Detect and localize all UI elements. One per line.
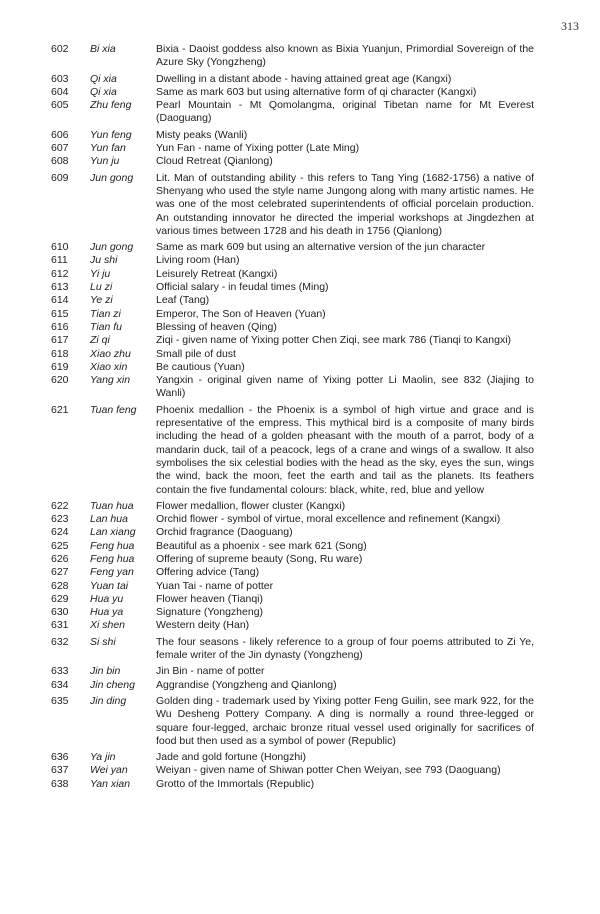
mark-number: 623 bbox=[51, 513, 69, 526]
romanization: Jin cheng bbox=[90, 678, 135, 691]
description: Golden ding - trademark used by Yixing potter Feng Guilin, see mark 922, for the Wu Desheng Pottery Company. A ding is normally a round three-legged or square four-legged, archaic bronze ritual vessel used originally for sacrifices of food but then used as a symbol of power (Republic) bbox=[156, 694, 534, 747]
mark-number: 620 bbox=[51, 374, 69, 387]
mark-number: 624 bbox=[51, 526, 69, 539]
entry-row bbox=[46, 294, 534, 307]
entry-row bbox=[46, 142, 534, 155]
entry-row bbox=[46, 593, 534, 606]
description: Western deity (Han) bbox=[156, 619, 250, 632]
entry-row bbox=[46, 540, 534, 553]
entry-row bbox=[46, 99, 534, 126]
romanization: Lu zi bbox=[90, 281, 113, 294]
romanization: Xi shen bbox=[90, 619, 126, 632]
entry-row bbox=[46, 308, 534, 321]
mark-number: 618 bbox=[51, 347, 69, 360]
romanization: Feng yan bbox=[90, 566, 134, 579]
description: Offering advice (Tang) bbox=[156, 566, 260, 579]
description: Yuan Tai - name of potter bbox=[156, 579, 274, 592]
mark-number: 604 bbox=[51, 85, 69, 98]
description: Jin Bin - name of potter bbox=[156, 665, 265, 678]
romanization: Tian fu bbox=[90, 320, 123, 333]
mark-number: 636 bbox=[51, 751, 69, 764]
entry-row bbox=[46, 172, 534, 238]
entry-row bbox=[46, 404, 534, 497]
mark-number: 615 bbox=[51, 307, 69, 320]
description: Lit. Man of outstanding ability - this refers to Tang Ying (1682-1756) a native of Shenyang who used the style name Jungong along with many artistic names. He was one of the most celebrated superintendents of official porcelain production. An outstanding innovator he directed the imperial workshops at Jingdezhen at various times between 1728 and his death in 1756 (Qianlong) bbox=[156, 171, 534, 237]
description: Leaf (Tang) bbox=[156, 294, 210, 307]
romanization: Yun fan bbox=[90, 142, 126, 155]
romanization: Jun gong bbox=[90, 171, 134, 184]
entry-row bbox=[46, 129, 534, 142]
mark-number: 621 bbox=[51, 403, 69, 416]
romanization: Lan xiang bbox=[90, 526, 136, 539]
romanization: Jin bin bbox=[90, 665, 121, 678]
entry-row bbox=[46, 254, 534, 267]
romanization: Ju shi bbox=[90, 254, 118, 267]
romanization: Zi qi bbox=[90, 334, 110, 347]
romanization: Jin ding bbox=[90, 694, 127, 707]
entry-row bbox=[46, 281, 534, 294]
entry-row bbox=[46, 679, 534, 692]
romanization: Tuan hua bbox=[90, 499, 134, 512]
romanization: Lan hua bbox=[90, 513, 128, 526]
romanization: Jun gong bbox=[90, 241, 134, 254]
entry-row bbox=[46, 155, 534, 168]
entry-row bbox=[46, 43, 534, 70]
mark-number: 610 bbox=[51, 241, 69, 254]
entry-row bbox=[46, 334, 534, 347]
description: Official salary - in feudal times (Ming) bbox=[156, 281, 329, 294]
entry-row bbox=[46, 526, 534, 539]
description: Grotto of the Immortals (Republic) bbox=[156, 777, 315, 790]
description: The four seasons - likely reference to a group of four poems attributed to Zi Ye, female writer of the Jin dynasty (Yongzheng) bbox=[156, 635, 534, 662]
description: Weiyan - given name of Shiwan potter Chen Weiyan, see 793 (Daoguang) bbox=[156, 764, 501, 777]
romanization: Xiao zhu bbox=[90, 347, 131, 360]
romanization: Qi xia bbox=[90, 85, 117, 98]
description: Orchid fragrance (Daoguang) bbox=[156, 526, 293, 539]
mark-number: 627 bbox=[51, 566, 69, 579]
mark-number: 603 bbox=[51, 72, 69, 85]
description: Offering of supreme beauty (Song, Ru ware) bbox=[156, 552, 363, 565]
entry-row bbox=[46, 553, 534, 566]
mark-number: 622 bbox=[51, 499, 69, 512]
description: Living room (Han) bbox=[156, 254, 240, 267]
description: Yangxin - original given name of Yixing potter Li Maolin, see 832 (Jiajing to Wanli) bbox=[156, 374, 534, 400]
mark-number: 630 bbox=[51, 606, 69, 619]
mark-number: 628 bbox=[51, 579, 69, 592]
entry-row bbox=[46, 361, 534, 374]
entry-row bbox=[46, 619, 534, 632]
entry-row bbox=[46, 778, 534, 791]
description: Dwelling in a distant abode - having attained great age (Kangxi) bbox=[156, 72, 452, 85]
mark-number: 607 bbox=[51, 142, 69, 155]
mark-number: 637 bbox=[51, 764, 69, 777]
entry-list bbox=[46, 43, 534, 791]
romanization: Yi ju bbox=[90, 267, 111, 280]
description: Flower medallion, flower cluster (Kangxi) bbox=[156, 499, 346, 512]
mark-number: 602 bbox=[51, 43, 69, 55]
mark-number: 609 bbox=[51, 171, 69, 184]
mark-number: 632 bbox=[51, 635, 69, 648]
romanization: Yang xin bbox=[90, 374, 131, 387]
entry-row bbox=[46, 241, 534, 254]
description: Blessing of heaven (Qing) bbox=[156, 320, 277, 333]
entry-row bbox=[46, 268, 534, 281]
entry-row bbox=[46, 665, 534, 678]
mark-number: 617 bbox=[51, 334, 69, 347]
description: Jade and gold fortune (Hongzhi) bbox=[156, 751, 307, 764]
entry-row bbox=[46, 500, 534, 513]
mark-number: 625 bbox=[51, 539, 69, 552]
page-number: 313 bbox=[561, 19, 579, 33]
entry-row bbox=[46, 86, 534, 99]
romanization: Yun ju bbox=[90, 155, 120, 168]
entry-row bbox=[46, 751, 534, 764]
description: Aggrandise (Yongzheng and Qianlong) bbox=[156, 678, 337, 691]
romanization: Feng hua bbox=[90, 552, 135, 565]
romanization: Bi xia bbox=[90, 43, 116, 55]
description: Same as mark 609 but using an alternative version of the jun character bbox=[156, 241, 486, 254]
romanization: Feng hua bbox=[90, 539, 135, 552]
mark-number: 634 bbox=[51, 678, 69, 691]
romanization: Yun feng bbox=[90, 128, 132, 141]
description: Emperor, The Son of Heaven (Yuan) bbox=[156, 307, 326, 320]
romanization: Tuan feng bbox=[90, 403, 137, 416]
mark-number: 635 bbox=[51, 694, 69, 707]
description: Be cautious (Yuan) bbox=[156, 360, 245, 373]
description: Leisurely Retreat (Kangxi) bbox=[156, 267, 278, 280]
romanization: Yan xian bbox=[90, 777, 131, 790]
description: Cloud Retreat (Qianlong) bbox=[156, 155, 273, 168]
romanization: Ya jin bbox=[90, 751, 116, 764]
romanization: Zhu feng bbox=[90, 99, 132, 112]
romanization: Yuan tai bbox=[90, 579, 129, 592]
description: Yun Fan - name of Yixing potter (Late Ming) bbox=[156, 142, 360, 155]
description: Orchid flower - symbol of virtue, moral excellence and refinement (Kangxi) bbox=[156, 513, 501, 526]
description: Pearl Mountain - Mt Qomolangma, original Tibetan name for Mt Everest (Daoguang) bbox=[156, 99, 534, 125]
entry-row bbox=[46, 513, 534, 526]
mark-number: 631 bbox=[51, 619, 69, 632]
mark-number: 608 bbox=[51, 155, 69, 168]
description: Beautiful as a phoenix - see mark 621 (Song) bbox=[156, 539, 367, 552]
entry-row bbox=[46, 73, 534, 86]
description: Flower heaven (Tianqi) bbox=[156, 592, 263, 605]
description: Bixia - Daoist goddess also known as Bixia Yuanjun, Primordial Sovereign of the Azure Sky (Yongzheng) bbox=[156, 43, 534, 69]
mark-number: 612 bbox=[51, 267, 69, 280]
entry-row bbox=[46, 374, 534, 401]
romanization: Hua yu bbox=[90, 592, 124, 605]
description: Signature (Yongzheng) bbox=[156, 606, 264, 619]
romanization: Ye zi bbox=[90, 294, 113, 307]
entry-row bbox=[46, 321, 534, 334]
entry-row bbox=[46, 764, 534, 777]
entry-row bbox=[46, 580, 534, 593]
description: Small pile of dust bbox=[156, 347, 236, 360]
romanization: Xiao xin bbox=[90, 360, 128, 373]
entry-row bbox=[46, 636, 534, 663]
romanization: Hua ya bbox=[90, 606, 124, 619]
description: Misty peaks (Wanli) bbox=[156, 128, 248, 141]
mark-number: 605 bbox=[51, 99, 69, 112]
mark-number: 619 bbox=[51, 360, 69, 373]
mark-number: 616 bbox=[51, 320, 69, 333]
romanization: Wei yan bbox=[90, 764, 128, 777]
mark-number: 633 bbox=[51, 665, 69, 678]
entry-row bbox=[46, 566, 534, 579]
mark-number: 613 bbox=[51, 281, 69, 294]
description: Ziqi - given name of Yixing potter Chen Ziqi, see mark 786 (Tianqi to Kangxi) bbox=[156, 334, 512, 347]
mark-number: 626 bbox=[51, 552, 69, 565]
description: Phoenix medallion - the Phoenix is a symbol of high virtue and grace and is representative of the empress. This mythical bird is a composite of many birds including the head of a golden pheasant with the mouth of a parrot, body of a mandarin duck, tail of a peacock, legs of a crane and wings of a swallow. It also symbolises the six celestial bodies with the head as the sky, eyes the sun, wings the wind, back the moon, feet the earth and tail as the planets. Its feathers contain the five fundamental colours: black, white, red, blue and yellow bbox=[156, 403, 534, 496]
mark-number: 638 bbox=[51, 777, 69, 790]
entry-row bbox=[46, 348, 534, 361]
entry-row bbox=[46, 606, 534, 619]
mark-number: 606 bbox=[51, 128, 69, 141]
romanization: Tian zi bbox=[90, 307, 121, 320]
romanization: Si shi bbox=[90, 635, 116, 648]
romanization: Qi xia bbox=[90, 72, 117, 85]
entry-row bbox=[46, 695, 534, 748]
mark-number: 629 bbox=[51, 592, 69, 605]
mark-number: 611 bbox=[51, 254, 68, 267]
mark-number: 614 bbox=[51, 294, 69, 307]
description: Same as mark 603 but using alternative form of qi character (Kangxi) bbox=[156, 85, 477, 98]
